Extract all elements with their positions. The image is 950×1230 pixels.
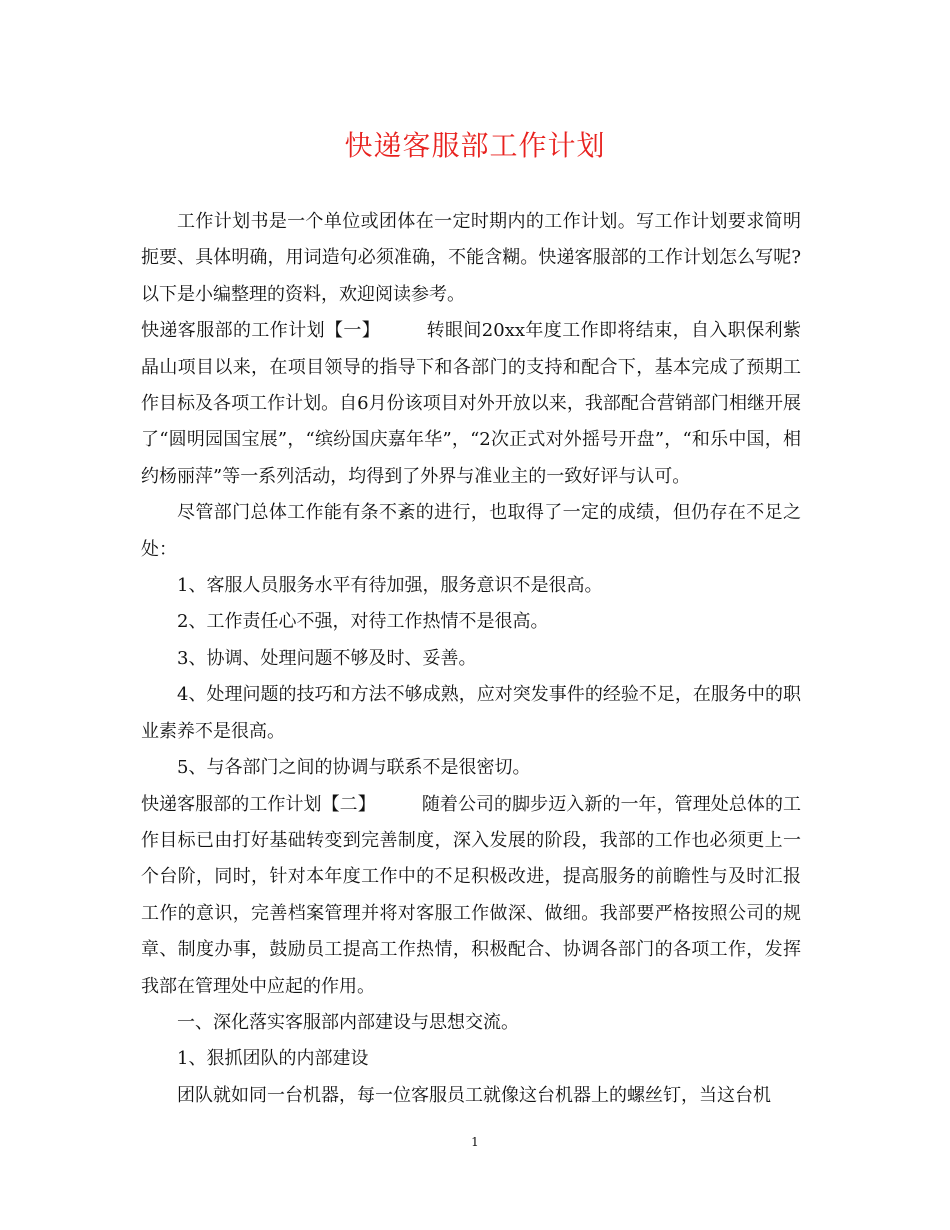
section-one-heading: 一、深化落实客服部内部建设与思想交流。: [177, 1011, 519, 1033]
page-number: 1: [471, 1135, 479, 1149]
last-paragraph: 团队就如同一台机器，每一位客服员工就像这台机器上的螺丝钉，当这台机: [177, 1084, 771, 1106]
intro-paragraph: 工作计划书是一个单位或团体在一定时期内的工作计划。写工作计划要求简明扼要、具体明确，用词造句必须准确，不能含糊。快递客服部的工作计划怎么写呢?以下是小编整理的资料，欢迎阅读参考。: [141, 211, 801, 305]
shortfall-item-2: 2、工作责任心不强，对待工作热情不是很高。: [177, 611, 549, 633]
subsection-one-heading: 1、狠抓团队的内部建设: [177, 1048, 369, 1070]
shortfall-intro-paragraph: 尽管部门总体工作能有条不紊的进行，也取得了一定的成绩，但仍存在不足之处：: [141, 502, 801, 560]
plan-one-text: 转眼间20xx年度工作即将结束，自入职保利紫晶山项目以来，在项目领导的指导下和各部门的支持和配合下，基本完成了预期工作目标及各项工作计划。自6月份该项目对外开放以来，我部配合营销部门相继开展了“圆明园国宝展”，“缤纷国庆嘉年华”，“2次正式对外摇号开盘”，“和乐中国，相约杨丽萍”等一系列活动，均得到了外界与准业主的一致好评与认可。: [141, 320, 801, 487]
shortfall-item-1: 1、客服人员服务水平有待加强，服务意识不是很高。: [177, 575, 603, 597]
plan-two-text: 随着公司的脚步迈入新的一年，管理处总体的工作目标已由打好基础转变到完善制度，深入发展的阶段，我部的工作也必须更上一个台阶，同时，针对本年度工作中的不足积极改进，提高服务的前瞻性与及时汇报工作的意识，完善档案管理并将对客服工作做深、做细。我部要严格按照公司的规章、制度办事，鼓励员工提高工作热情，积极配合、协调各部门的各项工作，发挥我部在管理处中应起的作用。: [141, 793, 801, 997]
plan-one-heading: 快递客服部的工作计划【一】: [141, 320, 381, 342]
plan-one-paragraph: [141, 313, 801, 495]
plan-two-paragraph: [141, 787, 801, 1005]
document-title: 快递客服部工作计划: [344, 129, 606, 162]
shortfall-item-5: 5、与各部门之间的协调与联系不是很密切。: [177, 757, 531, 779]
shortfall-item-3: 3、协调、处理问题不够及时、妥善。: [177, 647, 477, 669]
document-body: [141, 204, 801, 1114]
shortfall-item-4: 4、处理问题的技巧和方法不够成熟，应对突发事件的经验不足，在服务中的职业素养不是很高。: [141, 684, 801, 742]
plan-two-heading: 快递客服部的工作计划【二】: [141, 793, 376, 815]
